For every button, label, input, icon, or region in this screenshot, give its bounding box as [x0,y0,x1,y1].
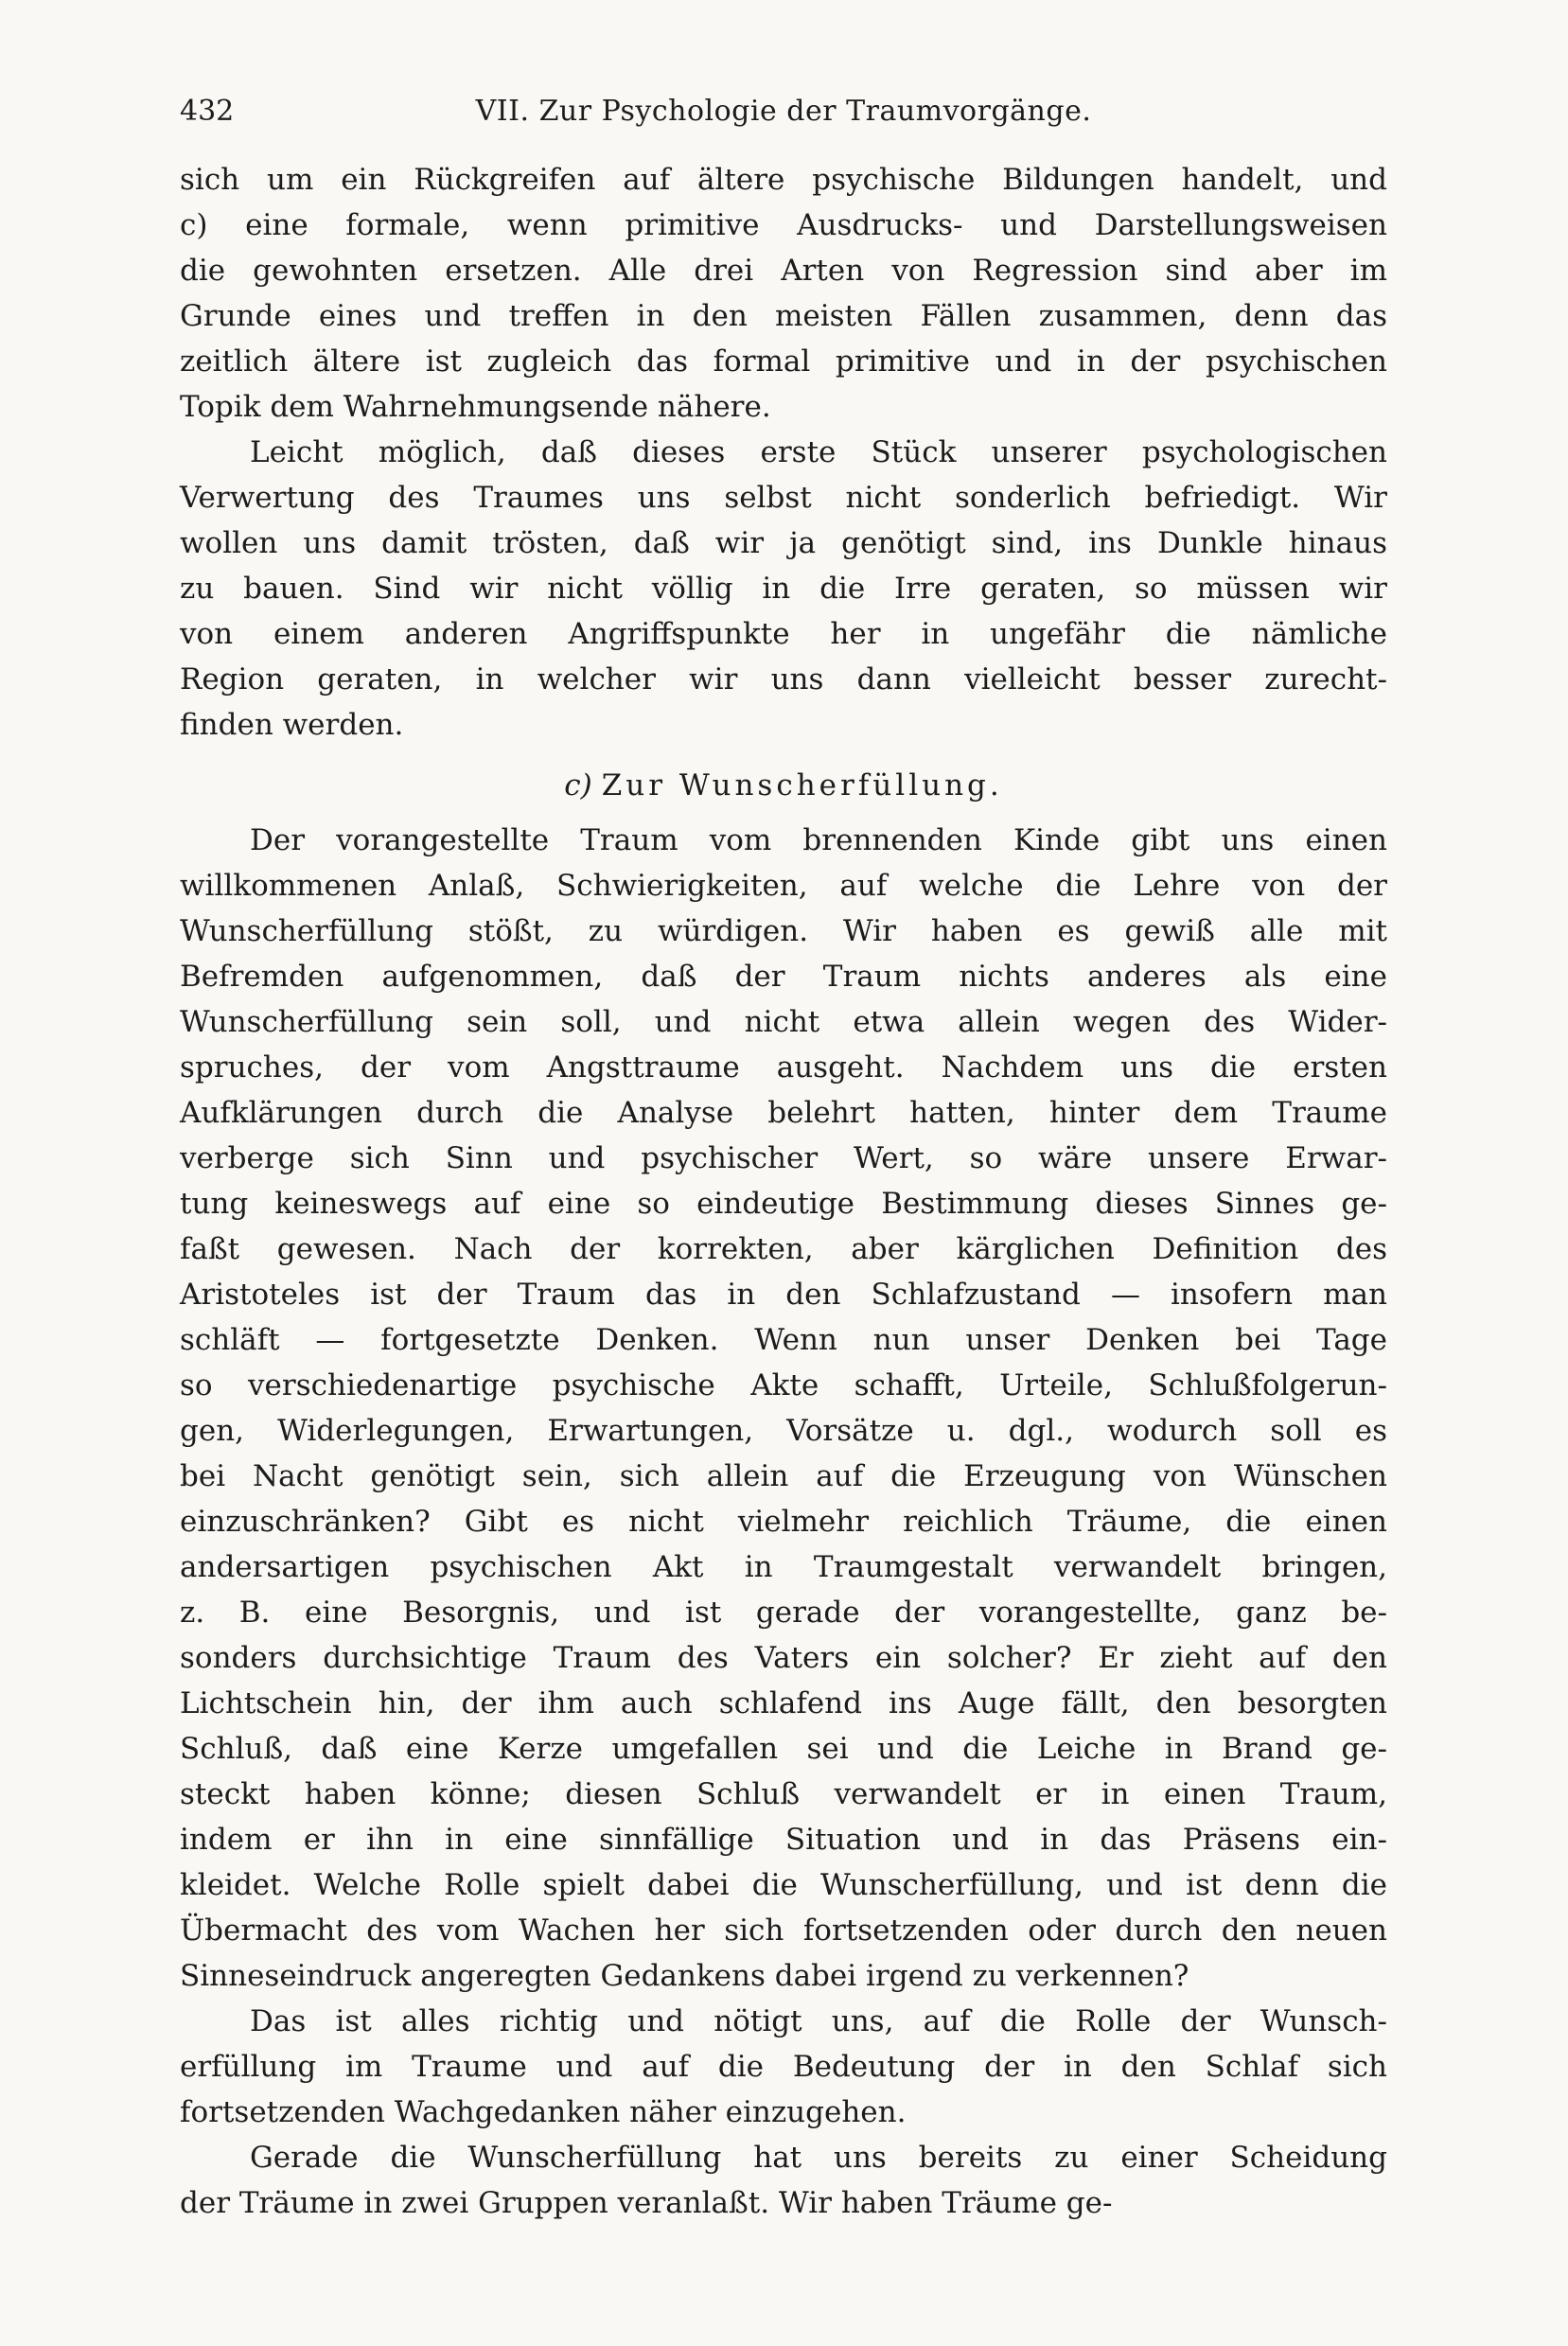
text-line: Der vorangestellte Traum vom brennenden Kinde gibt uns einen [250,823,1387,857]
paragraph [180,818,1387,1999]
text-line: Befremden aufgenommen, daß der Traum nichts anderes als eine [180,960,1387,994]
text-line: Sinneseindruck angeregten Gedankens dabei irgend zu verkennen? [180,1959,1189,1993]
text-line: verberge sich Sinn und psychischer Wert, so wäre unsere Erwar- [180,1141,1387,1175]
text-line: Region geraten, in welcher wir uns dann vielleicht besser zurecht- [180,662,1387,697]
text-line: andersartigen psychischen Akt in Traumgestalt verwandelt bringen, [180,1550,1387,1584]
running-header: VII. Zur Psychologie der Traumvorgänge. [475,95,1092,128]
text-line: finden werden. [180,708,404,742]
text-line: Wunscherfüllung sein soll, und nicht etwa allein wegen des Wider- [180,1005,1387,1039]
page-body [180,157,1387,2226]
paragraph [180,2135,1387,2226]
text-line: so verschiedenartige psychische Akte schafft, Urteile, Schlußfolgerun- [180,1368,1387,1402]
text-line: Grunde eines und treffen in den meisten Fällen zusammen, denn das [180,299,1387,333]
paragraph [180,157,1387,430]
text-line: schläft — fortgesetzte Denken. Wenn nun unser Denken bei Tage [180,1323,1387,1357]
text-line: zeitlich ältere ist zugleich das formal primitive und in der psychischen [180,344,1387,379]
text-line: zu bauen. Sind wir nicht völlig in die Irre geraten, so müssen wir [180,572,1387,606]
text-line: erfüllung im Traume und auf die Bedeutung der in den Schlaf sich [180,2050,1387,2084]
text-line: Wunscherfüllung stößt, zu würdigen. Wir haben es gewiß alle mit [180,914,1387,948]
text-line: spruches, der vom Angsttraume ausgeht. Nachdem uns die ersten [180,1050,1387,1085]
text-line: Verwertung des Traumes uns selbst nicht sonderlich befriedigt. Wir [180,481,1387,515]
paragraph [180,1999,1387,2135]
text-line: Schluß, daß eine Kerze umgefallen sei und die Leiche in Brand ge- [180,1732,1387,1766]
text-line: Lichtschein hin, der ihm auch schlafend ins Auge fällt, den besorgten [180,1686,1387,1720]
text-line: Aristoteles ist der Traum das in den Schlafzustand — insofern man [180,1278,1387,1312]
text-line: der Träume in zwei Gruppen veranlaßt. Wir haben Träume ge- [180,2186,1113,2220]
text-line: sich um ein Rückgreifen auf ältere psychische Bildungen handelt, und [180,163,1387,197]
text-line: wollen uns damit trösten, daß wir ja genötigt sind, ins Dunkle hinaus [180,526,1387,560]
text-line: Das ist alles richtig und nötigt uns, auf die Rolle der Wunsch- [250,2004,1387,2038]
text-line: willkommenen Anlaß, Schwierigkeiten, auf welche die Lehre von der [180,869,1387,903]
section-heading-prefix: c) [564,768,592,803]
text-line: faßt gewesen. Nach der korrekten, aber kärglichen Definition des [180,1232,1387,1266]
text-line: einzuschränken? Gibt es nicht vielmehr reichlich Träume, die einen [180,1505,1387,1539]
text-line: indem er ihn in eine sinnfällige Situation und in das Präsens ein- [180,1823,1387,1857]
text-line: c) eine formale, wenn primitive Ausdrucks- und Darstellungsweisen [180,208,1387,242]
text-line: Gerade die Wunscherfüllung hat uns bereits zu einer Scheidung [250,2141,1387,2175]
text-line: steckt haben könne; diesen Schluß verwandelt er in einen Traum, [180,1777,1387,1811]
text-line: fortsetzenden Wachgedanken näher einzugehen. [180,2095,907,2129]
section-heading [180,763,1387,808]
text-line: tung keineswegs auf eine so eindeutige Bestimmung dieses Sinnes ge- [180,1187,1387,1221]
text-line: von einem anderen Angriffspunkte her in ungefähr die nämliche [180,617,1387,651]
page-number: 432 [180,95,235,128]
text-block [180,91,1387,2226]
text-line: sonders durchsichtige Traum des Vaters ein solcher? Er zieht auf den [180,1641,1387,1675]
text-line: Leicht möglich, daß dieses erste Stück unserer psychologischen [250,435,1387,469]
text-line: z. B. eine Besorgnis, und ist gerade der vorangestellte, ganz be- [180,1596,1387,1630]
text-line: kleidet. Welche Rolle spielt dabei die Wunscherfüllung, und ist denn die [180,1868,1387,1902]
paragraph [180,430,1387,748]
text-line: Übermacht des vom Wachen her sich fortsetzenden oder durch den neuen [180,1914,1387,1948]
page-header [180,91,1387,132]
text-line: die gewohnten ersetzen. Alle drei Arten von Regression sind aber im [180,254,1387,288]
text-line: Topik dem Wahrnehmungsende nähere. [180,390,771,424]
section-heading-title: Zur Wunscherfüllung. [601,768,1003,803]
text-line: gen, Widerlegungen, Erwartungen, Vorsätze u. dgl., wodurch soll es [180,1414,1387,1448]
text-line: Aufklärungen durch die Analyse belehrt hatten, hinter dem Traume [180,1096,1387,1130]
text-line: bei Nacht genötigt sein, sich allein auf die Erzeugung von Wünschen [180,1459,1387,1493]
